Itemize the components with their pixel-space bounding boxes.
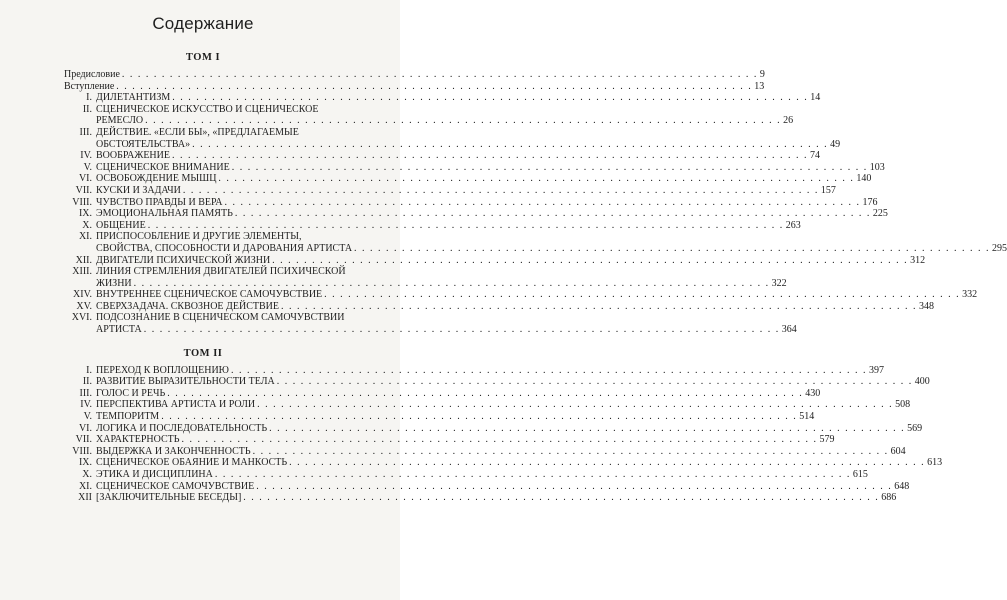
toc-entry [64, 173, 872, 185]
chapter-title: АРТИСТА [96, 324, 142, 336]
toc-entry [64, 184, 836, 197]
chapter-title: ЧУВСТВО ПРАВДЫ И ВЕРА [96, 196, 223, 208]
toc-entry [64, 312, 797, 336]
page-number: 322 [771, 277, 787, 289]
toc-entry [64, 80, 765, 93]
page-number: 508 [895, 399, 911, 411]
toc-entry [64, 231, 1007, 254]
toc-entry [64, 364, 884, 377]
chapter-title: ВЫДЕРЖКА И ЗАКОНЧЕННОСТЬ [96, 445, 251, 457]
toc-entry [64, 126, 841, 150]
leader-dots [272, 255, 908, 267]
chapter-title: ВНУТРЕННЕЕ СЦЕНИЧЕСКОЕ САМОЧУВСТВИЕ [96, 289, 323, 301]
leader-dots [281, 301, 917, 313]
chapter-number: VIII. [72, 445, 92, 457]
leader-dots [218, 173, 854, 185]
chapter-title: ПЕРСПЕКТИВА АРТИСТА И РОЛИ [96, 399, 256, 411]
chapter-title: ОСВОБОЖДЕНИЕ МЫШЦ [96, 173, 217, 185]
toc-entry [64, 399, 911, 411]
chapter-title: Вступление [64, 80, 115, 92]
toc-entry [64, 411, 815, 423]
toc-entry [64, 161, 885, 174]
leader-dots [231, 365, 867, 377]
chapter-title: ЛИНИЯ СТРЕМЛЕНИЯ ДВИГАТЕЛЕЙ ПСИХИЧЕСКОЙ [96, 266, 346, 278]
chapter-number: II. [82, 376, 92, 388]
chapter-title: ГОЛОС И РЕЧЬ [96, 387, 166, 399]
chapter-title: СЦЕНИЧЕСКОЕ САМОЧУВСТВИЕ [96, 480, 255, 492]
chapter-title: ПЕРЕХОД К ВОПЛОЩЕНИЮ [96, 364, 229, 376]
page-number: 397 [868, 364, 884, 376]
leader-dots [256, 481, 892, 493]
page-title: Содержание [152, 14, 254, 33]
chapter-number: VIII. [72, 196, 92, 208]
page-number: 103 [869, 161, 885, 173]
chapter-title: Предисловие [64, 69, 120, 80]
page-number: 312 [910, 254, 926, 266]
chapter-title: ДЕЙСТВИЕ. «ЕСЛИ БЫ», «ПРЕДЛАГАЕМЫЕ [96, 126, 299, 138]
leader-dots [148, 220, 784, 232]
chapter-number: IX. [78, 457, 92, 469]
toc-entry [64, 492, 897, 504]
leader-dots [224, 197, 860, 209]
chapter-number: III. [79, 387, 92, 399]
volume-heading-1: ТОМ I [185, 52, 221, 63]
toc-entry [64, 434, 835, 446]
toc-entry [64, 445, 906, 458]
chapter-title: ЛОГИКА И ПОСЛЕДОВАТЕЛЬНОСТЬ [96, 422, 268, 434]
chapter-title: РЕМЕСЛО [96, 115, 144, 127]
leader-dots [183, 185, 819, 197]
page-number: 648 [894, 480, 910, 492]
page-number: 225 [872, 208, 888, 220]
chapter-number: XI. [78, 480, 92, 492]
page-number: 569 [907, 422, 923, 434]
chapter-title: ПРИСПОСОБЛЕНИЕ И ДРУГИЕ ЭЛЕМЕНТЫ, [96, 231, 302, 243]
chapter-number: X. [82, 469, 92, 480]
chapter-number: XII. [75, 254, 92, 266]
page-number: 364 [781, 324, 797, 336]
leader-dots [269, 423, 905, 435]
toc-entry [64, 289, 978, 301]
chapter-title: ПОДСОЗНАНИЕ В СЦЕНИЧЕСКОМ САМОЧУВСТВИИ [96, 312, 345, 324]
chapter-title: ДВИГАТЕЛИ ПСИХИЧЕСКОЙ ЖИЗНИ [96, 254, 271, 266]
page-number: 332 [962, 289, 978, 301]
page-number: 615 [852, 469, 868, 480]
toc-entry [64, 254, 926, 267]
chapter-number: VI. [78, 422, 92, 434]
leader-dots [354, 243, 990, 255]
page-number: 140 [856, 173, 872, 185]
chapter-title: ВООБРАЖЕНИЕ [96, 150, 170, 162]
chapter-number: II. [82, 103, 92, 115]
leader-dots [167, 388, 803, 400]
page-number: 9 [759, 69, 765, 80]
toc-entry [64, 457, 943, 469]
chapter-number: IV. [80, 399, 92, 411]
page-number: 613 [927, 457, 943, 469]
toc-entry [64, 196, 878, 209]
chapter-title: СЦЕНИЧЕСКОЕ ОБАЯНИЕ И МАНКОСТЬ [96, 457, 288, 469]
chapter-title: ОБСТОЯТЕЛЬСТВА» [96, 138, 191, 150]
chapter-number: X. [82, 219, 92, 231]
leader-dots [215, 469, 851, 481]
leader-dots [181, 434, 817, 446]
leader-dots [172, 150, 808, 162]
page-number: 157 [820, 184, 836, 196]
chapter-number: IV. [80, 150, 92, 162]
chapter-number: V. [83, 411, 92, 423]
volume-heading-2: ТОМ II [183, 347, 223, 359]
page-number: 579 [819, 434, 835, 446]
chapter-number: V. [83, 161, 92, 173]
chapter-number: I. [86, 92, 92, 104]
toc-list-volume-1 [64, 69, 1007, 336]
chapter-number: IX. [78, 208, 92, 220]
chapter-number: XII [78, 492, 92, 504]
toc-entry [64, 219, 801, 232]
chapter-title: [ЗАКЛЮЧИТЕЛЬНЫЕ БЕСЕДЫ] [96, 492, 242, 504]
chapter-title: ДИЛЕТАНТИЗМ [96, 92, 171, 104]
leader-dots [232, 162, 868, 174]
chapter-number: VII. [75, 184, 92, 196]
toc-entry [64, 208, 888, 220]
chapter-number: XIII. [72, 266, 92, 278]
chapter-title: ТЕМПОРИТМ [96, 411, 160, 423]
leader-dots [145, 115, 781, 127]
chapter-number: III. [79, 126, 92, 138]
leader-dots [172, 92, 808, 104]
page-number: 400 [914, 376, 930, 388]
toc-entry [64, 300, 934, 313]
toc-entry [64, 469, 868, 481]
chapter-number: VI. [78, 173, 92, 185]
toc-entry [64, 376, 930, 388]
page-number: 348 [918, 300, 934, 312]
chapter-title: ОБЩЕНИЕ [96, 219, 146, 231]
toc-entry [64, 422, 923, 435]
chapter-number: VII. [75, 434, 92, 446]
toc-entry [64, 387, 821, 400]
page-number: 604 [890, 445, 906, 457]
leader-dots [243, 492, 879, 504]
chapter-title: ЭМОЦИОНАЛЬНАЯ ПАМЯТЬ [96, 208, 233, 220]
leader-dots [161, 411, 797, 423]
toc-entry [64, 480, 910, 493]
chapter-title: КУСКИ И ЗАДАЧИ [96, 184, 181, 196]
page-number: 263 [785, 219, 801, 231]
chapter-number: I. [86, 364, 92, 376]
chapter-number: XV. [76, 300, 92, 312]
page-number: 176 [862, 196, 878, 208]
leader-dots [253, 446, 889, 458]
page-number: 14 [810, 92, 821, 104]
chapter-title: СВОЙСТВА, СПОСОБНОСТИ И ДАРОВАНИЯ АРТИСТА [96, 242, 353, 254]
leader-dots [257, 399, 893, 411]
page-number: 74 [809, 150, 820, 162]
chapter-number: XI. [78, 231, 92, 243]
toc-list-volume-2 [64, 364, 943, 504]
page-number: 686 [881, 492, 897, 504]
chapter-title: СВЕРХЗАДАЧА. СКВОЗНОЕ ДЕЙСТВИЕ [96, 300, 279, 312]
page-number: 13 [754, 80, 765, 92]
chapter-title: ЖИЗНИ [96, 277, 132, 289]
toc-entry [64, 92, 821, 104]
toc-entry [64, 266, 787, 289]
page-number: 514 [799, 411, 815, 423]
toc-entry [64, 103, 794, 127]
leader-dots [277, 376, 913, 388]
chapter-title: СЦЕНИЧЕСКОЕ ИСКУССТВО И СЦЕНИЧЕСКОЕ [96, 103, 319, 115]
chapter-title: РАЗВИТИЕ ВЫРАЗИТЕЛЬНОСТИ ТЕЛА [96, 376, 275, 388]
page-number: 49 [830, 138, 841, 150]
chapter-number: XVI. [71, 312, 92, 324]
leader-dots [324, 289, 960, 301]
leader-dots [235, 208, 871, 220]
chapter-title: СЦЕНИЧЕСКОЕ ВНИМАНИЕ [96, 161, 230, 173]
leader-dots [192, 139, 828, 151]
leader-dots [144, 324, 780, 336]
page-number: 26 [783, 115, 794, 127]
leader-dots [116, 81, 752, 93]
chapter-title: ЭТИКА И ДИСЦИПЛИНА [96, 469, 213, 480]
page-number: 430 [805, 387, 821, 399]
leader-dots [134, 278, 770, 290]
page-number: 295 [992, 242, 1007, 254]
leader-dots [122, 69, 758, 81]
chapter-number: XIV. [73, 289, 92, 301]
chapter-title: ХАРАКТЕРНОСТЬ [96, 434, 180, 446]
leader-dots [289, 457, 925, 469]
toc-entry [64, 150, 820, 162]
toc-entry [64, 69, 765, 81]
